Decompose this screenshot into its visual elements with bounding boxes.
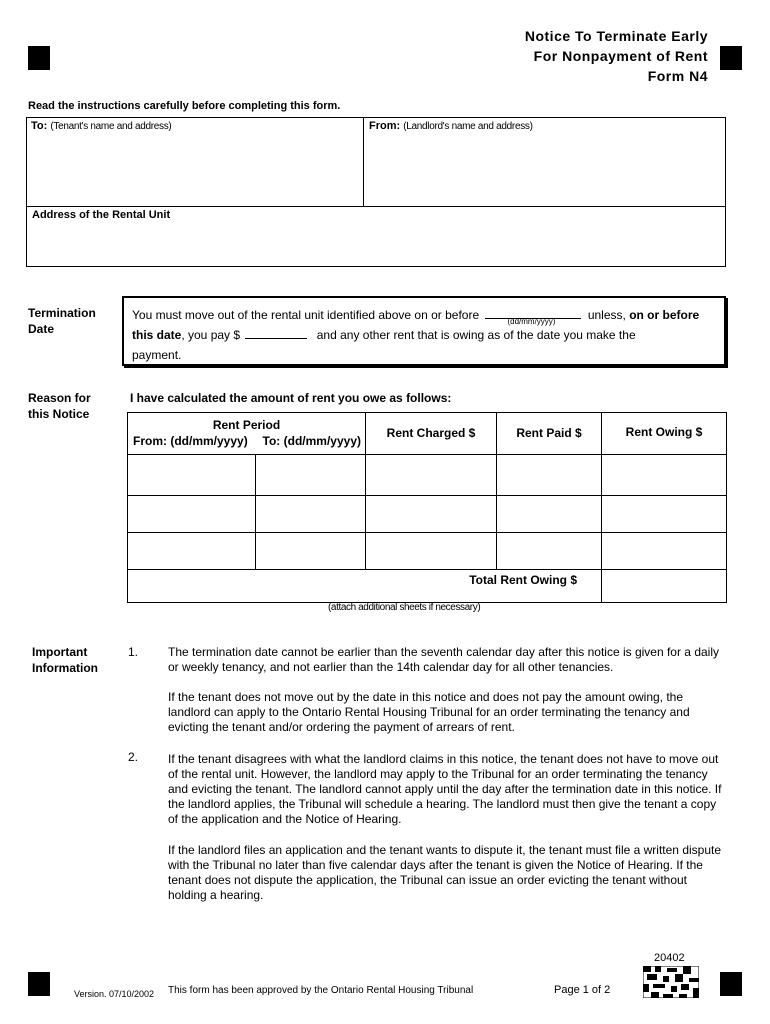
termination-heading-line-2: Date xyxy=(28,322,55,336)
from-hint: (Landlord's name and address) xyxy=(403,121,533,132)
page-number: Page 1 of 2 xyxy=(554,984,611,996)
rent-period-header xyxy=(128,413,366,455)
rent-charged-header: Rent Charged $ xyxy=(366,413,497,455)
from-field[interactable] xyxy=(364,118,725,206)
rent-table-header xyxy=(128,413,727,455)
rent-paid-cell[interactable] xyxy=(497,533,602,570)
reason-heading xyxy=(28,390,91,422)
important-heading xyxy=(32,644,98,676)
rent-paid-cell[interactable] xyxy=(497,455,602,496)
form-title xyxy=(525,26,708,86)
rent-paid-cell[interactable] xyxy=(497,496,602,533)
from-date-cell[interactable] xyxy=(128,533,256,570)
table-row xyxy=(128,455,727,496)
to-date-header: To: (dd/mm/yyyy) xyxy=(262,434,361,448)
date-format-hint: (dd/mm/yyyy) xyxy=(507,317,556,326)
item-1-number: 1. xyxy=(128,645,139,659)
rent-charged-cell[interactable] xyxy=(366,455,497,496)
registration-mark-top-left xyxy=(28,46,50,70)
table-row xyxy=(128,533,727,570)
from-date-cell[interactable] xyxy=(128,496,256,533)
rent-owing-cell[interactable] xyxy=(602,496,727,533)
item-1-paragraph-2: If the tenant does not move out by the date in this notice and does not pay the amount owing, the landlord can apply to the Ontario Rental Housing Tribunal for an order terminating the tenancy and evicting the tenant and/or ordering the payment of arrears of rent. xyxy=(168,690,690,734)
termination-text-part-1: You must move out of the rental unit identified above on or before xyxy=(132,308,480,322)
termination-text xyxy=(132,305,722,365)
to-date-cell[interactable] xyxy=(256,496,366,533)
registration-mark-bottom-right xyxy=(720,972,742,996)
termination-text-part-2: unless, xyxy=(587,308,626,322)
title-line-1: Notice To Terminate Early xyxy=(524,28,708,44)
rent-owing-cell[interactable] xyxy=(602,455,727,496)
rental-unit-address-label: Address of the Rental Unit xyxy=(32,209,171,221)
registration-mark-top-right xyxy=(720,46,742,70)
termination-text-part-5: payment. xyxy=(132,348,182,362)
rent-table xyxy=(127,412,727,603)
to-date-cell[interactable] xyxy=(256,455,366,496)
rent-owing-header: Rent Owing $ xyxy=(602,413,727,455)
rent-owing-cell[interactable] xyxy=(602,533,727,570)
approval-text: This form has been approved by the Ontario Rental Housing Tribunal xyxy=(168,985,474,996)
reason-heading-line-2: this Notice xyxy=(28,407,90,421)
rent-period-label: Rent Period xyxy=(212,418,281,432)
form-number: Form N4 xyxy=(647,68,708,84)
rental-unit-address-field[interactable] xyxy=(27,207,725,266)
total-rent-owing-label: Total Rent Owing $ xyxy=(128,570,602,603)
reason-heading-line-1: Reason for xyxy=(28,391,91,405)
termination-text-bold-2: this date xyxy=(132,328,182,342)
item-2-number: 2. xyxy=(128,750,139,764)
reason-intro: I have calculated the amount of rent you owe as follows: xyxy=(130,391,452,405)
to-label: To: xyxy=(31,120,48,132)
termination-text-part-4: and any other rent that is owing as of the date you make the xyxy=(316,328,636,342)
rent-charged-cell[interactable] xyxy=(366,533,497,570)
from-label: From: xyxy=(369,120,401,132)
barcode-icon xyxy=(643,966,699,998)
table-row xyxy=(128,496,727,533)
termination-text-part-3: , you pay $ xyxy=(181,328,241,342)
item-2-paragraph-1: If the tenant disagrees with what the landlord claims in this notice, the tenant does not have to move out of the rental unit. However, the landlord may apply to the Tribunal for an order terminating the tenancy and evicting the tenant. The landlord cannot apply until the day after the termination date in this notice. If the landlord applies, the Tribunal will schedule a hearing. The landlord must then give the tenant a copy of the application and the Notice of Hearing. xyxy=(168,752,722,826)
important-heading-line-2: Information xyxy=(32,661,98,675)
title-line-2: For Nonpayment of Rent xyxy=(533,48,708,64)
total-row xyxy=(128,570,727,603)
attach-sheets-note: (attach additional sheets if necessary) xyxy=(328,602,481,613)
termination-text-bold-1: on or before xyxy=(629,308,700,322)
rent-paid-header: Rent Paid $ xyxy=(497,413,602,455)
to-field[interactable] xyxy=(27,118,362,206)
from-date-cell[interactable] xyxy=(128,455,256,496)
termination-date-heading xyxy=(28,305,96,337)
important-heading-line-1: Important xyxy=(32,645,88,659)
registration-mark-bottom-left xyxy=(28,972,50,996)
item-2-paragraph-2: If the landlord files an application and the tenant wants to dispute it, the tenant must file a written dispute with the Tribunal no later than five calendar days after the tenant is given the Notice of Hearing. If the tenant does not dispute the application, the Tribunal can issue an order evicting the tenant without holding a hearing. xyxy=(168,843,722,902)
termination-heading-line-1: Termination xyxy=(28,306,96,320)
item-1-paragraph-1: The termination date cannot be earlier than the seventh calendar day after this notice is given for a daily or weekly tenancy, and not earlier than the 14th calendar day for all other tenancies. xyxy=(168,645,719,674)
to-date-cell[interactable] xyxy=(256,533,366,570)
form-code: 20402 xyxy=(654,952,685,964)
from-date-header: From: (dd/mm/yyyy) xyxy=(133,434,248,448)
version-text: Version. 07/10/2002 xyxy=(74,989,155,999)
to-hint: (Tenant's name and address) xyxy=(50,121,172,132)
termination-date-input[interactable] xyxy=(485,306,581,326)
rent-charged-cell[interactable] xyxy=(366,496,497,533)
amount-input[interactable] xyxy=(245,326,307,339)
total-rent-owing-cell[interactable] xyxy=(602,570,727,603)
instructions-text: Read the instructions carefully before completing this form. xyxy=(28,100,341,112)
